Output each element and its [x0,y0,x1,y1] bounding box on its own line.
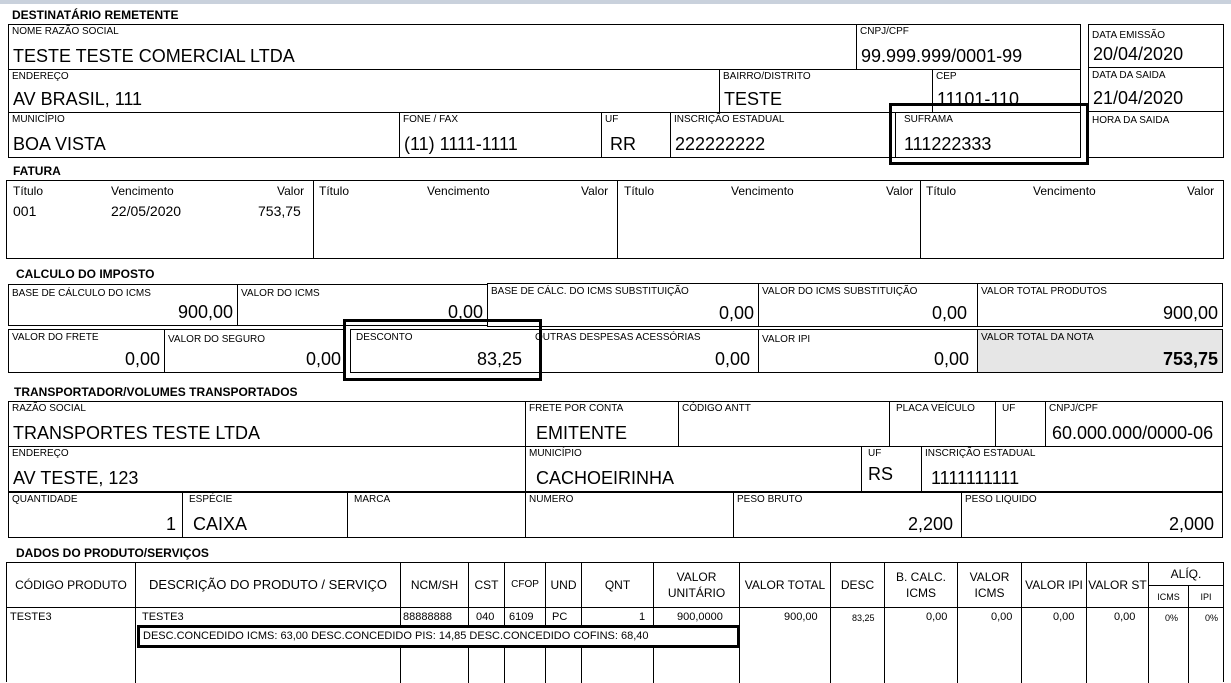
calc-total-nota-cell [977,329,1223,373]
calc-desconto-value: 83,25 [476,349,522,369]
calc-ipi-cell [758,329,978,373]
dest-saida-cell [1088,67,1224,112]
fatura-box [6,180,1224,259]
transp-bruto-label: PESO BRUTO [737,494,803,505]
transp-qtd-cell [8,492,183,538]
calc-base-icms-cell [8,284,238,326]
transp-frete-label: FRETE POR CONTA [529,403,624,414]
fatura-valor-value: 753,75 [258,203,301,219]
section-calculo: CALCULO DO IMPOSTO [16,267,155,281]
row-ncm: 88888888 [403,611,452,623]
transp-uf2-cell [861,446,922,492]
fatura-titulo-header: Título [624,184,655,198]
transp-ie-label: INSCRIÇÃO ESTADUAL [925,448,1036,459]
header-ncm: NCM/SH [410,578,459,592]
produtos-table [6,562,1224,682]
header-aliq-icms: ICMS [1157,591,1180,602]
header-descricao: DESCRIÇÃO DO PRODUTO / SERVIÇO [149,577,387,592]
transp-marca-label: MARCA [354,494,391,505]
fatura-titulo-header: Título [13,184,44,198]
dest-hora-label: HORA DA SAIDA [1092,115,1170,126]
transp-frete-value: EMITENTE [536,423,628,443]
row-cfop: 6109 [509,611,534,623]
dest-suframa-value: 111222333 [904,134,992,154]
row-codigo: TESTE3 [10,611,52,623]
transp-cnpj-label: CNPJ/CPF [1049,403,1098,414]
transp-marca-cell [347,492,526,538]
calc-total-nota-label: VALOR TOTAL DA NOTA [981,332,1094,343]
row-descricao: TESTE3 [142,611,184,623]
dest-municipio-value: BOA VISTA [13,134,106,154]
fatura-titulo-header: Título [926,184,957,198]
calc-valor-icms-value: 0,00 [447,302,483,322]
header-desc: DESC [840,578,875,592]
calc-valor-st-cell [758,283,978,327]
transp-numero-cell [525,492,734,538]
calc-seguro-cell [164,329,346,373]
transp-placa-cell [889,401,996,447]
dest-cnpj-label: CNPJ/CPF [860,26,909,37]
fatura-vencimento-value: 22/05/2020 [111,203,182,219]
transp-uf2-label: UF [868,448,882,459]
fatura-divider [920,181,921,258]
fatura-titulo-header: Título [319,184,350,198]
dest-emissao-label: DATA EMISSÃO [1092,30,1165,41]
header-vst: VALOR ST [1088,578,1147,592]
calc-seguro-label: VALOR DO SEGURO [168,334,266,345]
transp-qtd-value: 1 [165,514,176,534]
calc-total-prod-label: VALOR TOTAL PRODUTOS [981,286,1107,297]
dest-endereco-cell [8,69,720,113]
top-bar [0,0,1231,4]
transp-ie-cell [921,446,1223,492]
dest-uf-label: UF [605,114,619,125]
transp-liquido-cell [961,492,1223,538]
dest-razao-value: TESTE TESTE COMERCIAL LTDA [13,46,295,66]
transp-frete-cell [525,401,679,447]
header-qnt: QNT [604,578,631,592]
info-adicional-text: DESC.CONCEDIDO ICMS: 63,00 DESC.CONCEDIDO PIS: 14,85 DESC.CONCEDIDO COFINS: 68,40 [143,630,649,642]
transp-liquido-label: PESO LIQUIDO [965,494,1037,505]
fatura-titulo-value: 001 [13,203,37,219]
row-aliq-icms: 0% [1165,613,1179,623]
header-vunit: VALOR UNITÁRIO [667,570,726,600]
dest-cnpj-value: 99.999.999/0001-99 [861,46,1023,66]
header-vtotal: VALOR TOTAL [744,578,826,592]
transp-antt-label: CÓDIGO ANTT [682,403,751,414]
dest-fone-label: FONE / FAX [403,114,459,125]
header-aliq-ipi: IPI [1200,591,1212,602]
row-desc: 83,25 [852,613,875,623]
info-highlight-box [137,625,740,648]
row-vicms: 0,00 [991,611,1013,623]
calc-ipi-value: 0,00 [933,349,969,369]
calc-total-prod-value: 900,00 [1162,303,1218,323]
transp-municipio-value: CACHOEIRINHA [536,468,675,488]
transp-placa-label: PLACA VEÍCULO [896,403,975,414]
header-cfop: CFOP [511,579,539,590]
fatura-divider [313,181,314,258]
row-vunit: 900,0000 [677,611,723,623]
header-codigo: CÓDIGO PRODUTO [15,578,127,592]
fatura-valor-header: Valor [1187,184,1215,198]
dest-ie-value: 222222222 [675,134,766,154]
transp-endereco-cell [8,446,526,492]
desconto-highlight-box [343,319,542,381]
transp-especie-label: ESPÉCIE [189,494,233,505]
dest-emissao-cell [1088,24,1224,68]
calc-outras-value: 0,00 [714,349,750,369]
section-destinatario: DESTINATÁRIO REMETENTE [12,8,179,22]
transp-antt-cell [678,401,890,447]
transp-liquido-value: 2,000 [1168,514,1214,534]
transp-uf-label: UF [1002,403,1016,414]
transp-bruto-cell [733,492,962,538]
fatura-valor-header: Valor [277,184,305,198]
transp-uf-cell [995,401,1046,447]
dest-uf-value: RR [610,134,636,154]
transp-razao-cell [8,401,526,447]
suframa-highlight-box [889,103,1089,165]
row-vtotal: 900,00 [784,611,818,623]
transp-endereco-value: AV TESTE, 123 [13,468,139,488]
transp-especie-value: CAIXA [193,514,248,534]
transp-uf2-value: RS [868,464,894,484]
calc-frete-value: 0,00 [124,349,160,369]
dest-suframa-label: SUFRAMA [904,114,953,125]
calc-base-icms-label: BASE DE CÁLCULO DO ICMS [12,288,151,299]
calc-valor-st-value: 0,00 [931,303,967,323]
fatura-valor-header: Valor [581,184,609,198]
row-aliq-ipi: 0% [1205,613,1219,623]
fatura-valor-header: Valor [886,184,914,198]
row-qnt: 1 [639,611,646,623]
dest-bairro-value: TESTE [724,89,783,109]
dest-hora-cell [1088,111,1224,158]
dest-cnpj-cell [856,24,1081,70]
transp-municipio-label: MUNICÍPIO [529,448,582,459]
dest-razao-label: NOME RAZÃO SOCIAL [12,26,119,37]
calc-total-nota-value: 753,75 [1162,349,1218,369]
calc-seguro-value: 0,00 [305,349,341,369]
dest-ie-label: INSCRIÇÃO ESTADUAL [674,114,785,125]
header-bcalc: B. CALC. ICMS [895,570,946,600]
calc-outras-cell [532,329,759,373]
transp-ie-value: 1111111111 [931,468,1020,488]
calc-total-prod-cell [977,283,1223,327]
header-und: UND [550,578,577,592]
transp-cnpj-cell [1045,401,1223,447]
transp-municipio-cell [525,446,862,492]
transp-endereco-label: ENDEREÇO [12,448,69,459]
row-vipi: 0,00 [1053,611,1075,623]
calc-valor-st-label: VALOR DO ICMS SUBSTITUIÇÃO [762,286,918,297]
fatura-divider [617,181,618,258]
section-produtos: DADOS DO PRODUTO/SERVIÇOS [16,546,209,560]
dest-municipio-label: MUNICÍPIO [12,114,65,125]
calc-frete-cell [8,329,165,373]
row-vst: 0,00 [1114,611,1136,623]
fatura-vencimento-header: Vencimento [427,184,490,198]
row-cst: 040 [476,611,495,623]
transp-numero-label: NUMERO [529,494,574,505]
section-transportador: TRANSPORTADOR/VOLUMES TRANSPORTADOS [14,385,298,399]
transp-qtd-label: QUANTIDADE [12,494,78,505]
fatura-vencimento-header: Vencimento [731,184,794,198]
dest-endereco-label: ENDEREÇO [12,71,69,82]
dest-saida-value: 21/04/2020 [1093,88,1184,108]
transp-bruto-value: 2,200 [907,514,953,534]
dest-fone-cell [399,112,602,158]
header-cst: CST [474,578,499,592]
calc-base-icms-value: 900,00 [177,302,233,322]
dest-razao-cell [8,24,857,70]
fatura-vencimento-header: Vencimento [111,184,174,198]
transp-especie-cell [182,492,348,538]
dest-endereco-value: AV BRASIL, 111 [13,89,143,109]
header-aliq: ALÍQ. [1170,567,1202,581]
calc-valor-icms-label: VALOR DO ICMS [241,288,320,299]
calc-outras-label: OUTRAS DESPESAS ACESSÓRIAS [535,332,701,343]
dest-cep-label: CEP [936,71,957,82]
row-und: PC [552,611,568,623]
calc-base-st-label: BASE DE CÁLC. DO ICMS SUBSTITUIÇÃO [491,286,689,297]
fatura-vencimento-header: Vencimento [1033,184,1096,198]
header-vicms: VALOR ICMS [969,570,1010,600]
calc-frete-label: VALOR DO FRETE [12,332,99,343]
row-bcalc: 0,00 [926,611,948,623]
dest-cep-value: 11101-110 [937,89,1020,109]
header-vipi: VALOR IPI [1025,578,1083,592]
dest-municipio-cell [8,112,400,158]
dest-emissao-value: 20/04/2020 [1093,44,1184,64]
dest-saida-label: DATA DA SAIDA [1092,70,1166,81]
dest-uf-cell [601,112,671,158]
transp-razao-label: RAZÃO SOCIAL [12,403,86,414]
dest-bairro-label: BAIRRO/DISTRITO [723,71,811,82]
transp-cnpj-value: 60.000.000/0000-06 [1052,423,1214,443]
calc-desconto-label: DESCONTO [356,332,413,343]
calc-base-st-value: 0,00 [718,303,754,323]
transp-razao-value: TRANSPORTES TESTE LTDA [13,423,261,443]
calc-ipi-label: VALOR IPI [762,334,811,345]
produtos-header-line [7,607,1223,608]
dest-ie-cell [670,112,896,158]
dest-fone-value: (11) 1111-1111 [404,134,518,154]
section-fatura: FATURA [13,164,61,178]
